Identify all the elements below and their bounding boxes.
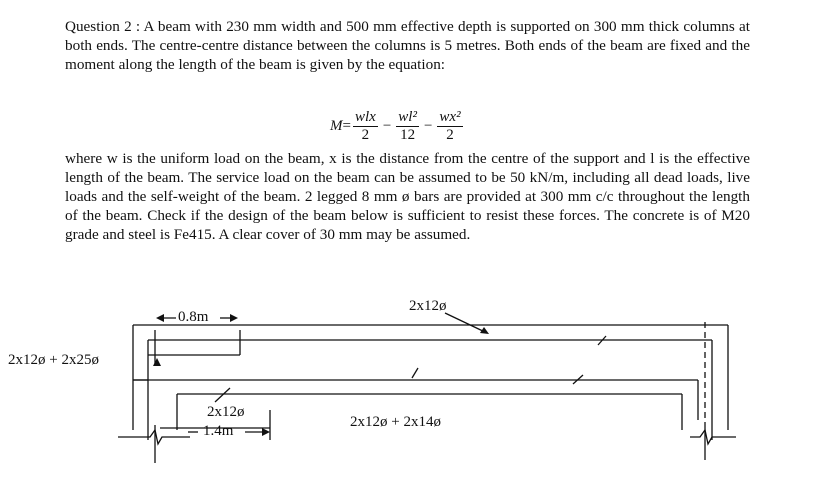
eq-lhs: M (330, 117, 343, 134)
top-bars-leader (445, 313, 487, 333)
left-break-line (118, 430, 190, 444)
eq-term2-num: wl² (398, 108, 417, 125)
eq-term2-den: 12 (400, 126, 416, 143)
arrowhead-08-right (230, 314, 238, 322)
label-bottom-length: 1.4m (203, 423, 234, 439)
eq-equals: = (342, 117, 351, 134)
question-body: where w is the uniform load on the beam, x is the distance from the centre of the support and l is the effective length of the beam. The service load on the beam can be assumed to be 50 kN/m, including all dead loads, live loads and the self-weight of the beam. 2 legged 8 mm ø bars are provided at 300 mm c/c throughout the length of the beam. Check if the design of the beam below is sufficient to resist these forces. The concrete is of M20 grade and steel is Fe415. A clear cover of 30 mm may be assumed. (65, 150, 750, 243)
eq-minus2: − (423, 117, 433, 134)
bar-tick-mid (412, 368, 418, 378)
label-top-length: 0.8m (178, 309, 209, 325)
arrowhead-left-bars (153, 358, 161, 366)
eq-minus1: − (382, 117, 392, 134)
arrowhead-08-left (156, 314, 164, 322)
eq-term1-num: wlx (354, 108, 376, 125)
eq-term3-den: 2 (446, 126, 454, 143)
arrowhead-14-right (262, 428, 270, 436)
label-bottom-mid-bars: 2x12ø + 2x14ø (350, 414, 441, 430)
label-bottom-left-bars: 2x12ø (207, 404, 245, 420)
right-break-line (690, 430, 736, 444)
eq-term1-den: 2 (361, 126, 370, 143)
question-intro: Question 2 : A beam with 230 mm width and 500 mm effective depth is supported on 300 mm thick columns at both ends. The centre-centre distance between the columns is 5 metres. Both ends of the beam are fixed and the moment along the length of the beam is given by the equation: (65, 18, 750, 73)
eq-term3-num: wx² (439, 108, 461, 125)
label-left-bars: 2x12ø + 2x25ø (8, 352, 99, 368)
label-top-bars: 2x12ø (409, 298, 447, 314)
bottom-left-leader (215, 388, 230, 402)
